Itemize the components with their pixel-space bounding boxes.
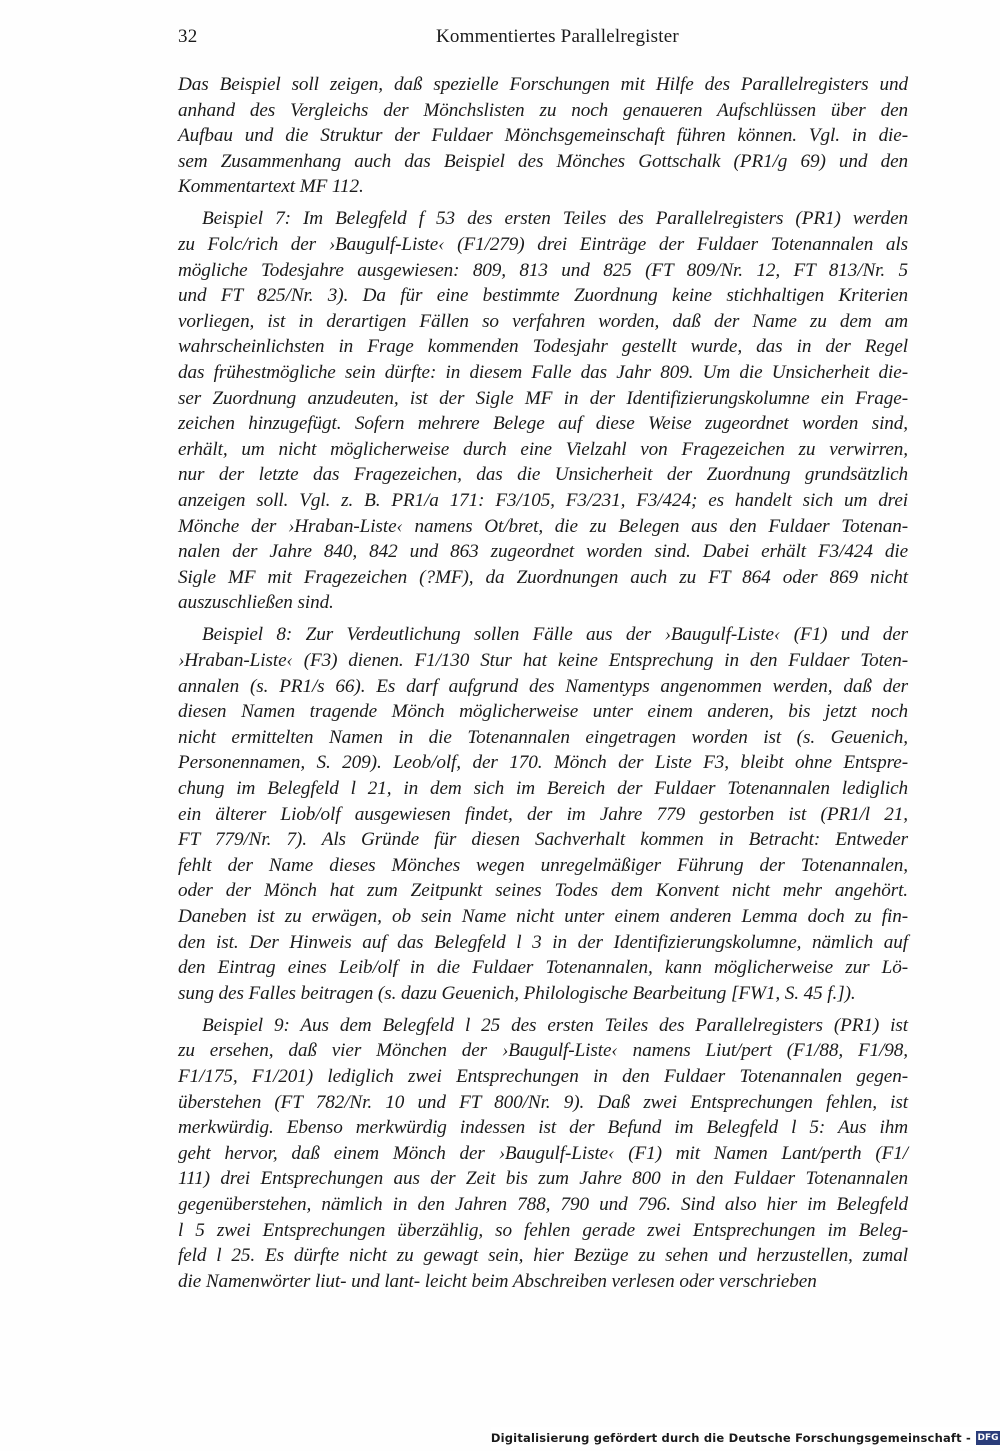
text-line: sem Zusammenhang auch das Beispiel des Mönches Gottschalk (PR1/g 69) und den	[178, 150, 908, 172]
text-line: Sigle MF mit Fragezeichen (?MF), da Zuordnungen auch zu FT 864 oder 869 nicht	[178, 566, 908, 588]
text-line: ›Hraban-Liste‹ (F3) dienen. F1/130 Stur hat keine Entsprechung in den Fuldaer Toten-	[178, 650, 908, 672]
text-line: oder der Mönch hat zum Zeitpunkt seines Todes dem Konvent nicht mehr angehört.	[178, 880, 908, 902]
dfg-logo-icon: DFG	[977, 1433, 999, 1443]
text-line: zeichen hinzugefügt. Sofern mehrere Belege auf diese Weise zugeordnet worden sind,	[178, 413, 908, 435]
text-line: Kommentartext MF 112.	[178, 176, 364, 198]
text-line: merkwürdig. Ebenso merkwürdig indessen ist der Befund im Belegfeld l 5: Aus ihm	[178, 1117, 908, 1139]
text-line: 111) drei Entsprechungen aus der Zeit bis zum Jahre 800 in den Fuldaer Totenannalen	[178, 1168, 908, 1190]
text-line: F1/175, F1/201) lediglich zwei Entsprechungen in den Fuldaer Totenannalen gegen-	[178, 1066, 908, 1088]
text-line: nicht ermittelten Namen in die Totenannalen eingetragen worden ist (s. Geuenich,	[178, 726, 908, 748]
text-line: auszuschließen sind.	[178, 592, 334, 614]
text-line: zu Folc/rich der ›Baugulf-Liste‹ (F1/279) drei Einträge der Fuldaer Totenannalen als	[178, 234, 908, 256]
text-line: fehlt der Name dieses Mönches wegen unregelmäßiger Führung der Totenannalen,	[178, 854, 908, 876]
text-line: l 5 zwei Entsprechungen überzählig, so fehlen gerade zwei Entsprechungen im Beleg-	[178, 1219, 908, 1241]
text-line: geht hervor, daß einem Mönch der ›Baugulf-Liste‹ (F1) mit Namen Lant/perth (F1/	[178, 1142, 908, 1164]
text-line: anhand des Vergleichs der Mönchslisten zu noch genaueren Aufschlüssen über den	[178, 99, 908, 121]
text-line: diesen Namen tragende Mönch möglicherweise unter einem anderen, bis jetzt noch	[178, 701, 908, 723]
paragraph	[178, 72, 908, 200]
paragraph	[178, 206, 908, 616]
paragraph	[178, 1013, 908, 1295]
text-line: nalen der Jahre 840, 842 und 863 zugeordnet worden sind. Dabei erhält F3/424 die	[178, 541, 908, 563]
text-line: Aufbau und die Struktur der Fuldaer Mönchsgemeinschaft führen können. Vgl. in die-	[178, 125, 908, 147]
text-line: die Namenwörter liut- und lant- leicht beim Abschreiben verlesen oder verschrieben	[178, 1270, 817, 1292]
text-line: ein älterer Liob/olf ausgewiesen findet, der im Jahre 779 gestorben ist (PR1/l 21,	[178, 803, 908, 825]
text-line: Beispiel 9: Aus dem Belegfeld l 25 des ersten Teiles des Parallelregisters (PR1) ist	[202, 1014, 908, 1036]
text-line: den Eintrag eines Leib/olf in die Fuldaer Totenannalen, kann möglicherweise zur Lö-	[178, 957, 908, 979]
credit-text: Digitalisierung gefördert durch die Deutsche Forschungsgemeinschaft -	[490, 1431, 971, 1445]
page-header	[178, 26, 908, 52]
text-line: gegenüberstehen, nämlich in den Jahren 788, 790 und 796. Sind also hier im Belegfeld	[178, 1194, 908, 1216]
running-title: Kommentiertes Parallelregister	[436, 26, 679, 47]
text-line: Beispiel 7: Im Belegfeld f 53 des ersten Teiles des Parallelregisters (PR1) werden	[202, 208, 908, 230]
text-line: Personennamen, S. 209). Leob/olf, der 170. Mönch der Liste F3, bleibt ohne Entspre-	[178, 752, 908, 774]
text-line: Das Beispiel soll zeigen, daß spezielle Forschungen mit Hilfe des Parallelregisters und	[178, 74, 908, 95]
text-line: wahrscheinlichsten in Frage kommenden Todesjahr gestellt wurde, das in der Regel	[178, 336, 908, 358]
text-line: anzeigen soll. Vgl. z. B. PR1/a 171: F3/105, F3/231, F3/424; es handelt sich um drei	[178, 490, 908, 511]
text-line: erhält, um nicht möglicherweise durch eine Vielzahl von Fragezeichen zu verwirren,	[178, 438, 908, 460]
text-line: nur der letzte das Fragezeichen, das die Unsicherheit der Zuordnung grundsätzlich	[178, 464, 908, 486]
text-line: mögliche Todesjahre ausgewiesen: 809, 813 und 825 (FT 809/Nr. 12, FT 813/Nr. 5	[178, 259, 908, 281]
paragraph	[178, 622, 908, 1006]
text-line: zu ersehen, daß vier Mönchen der ›Baugulf-Liste‹ namens Liut/pert (F1/88, F1/98,	[178, 1040, 908, 1062]
page-number: 32	[178, 26, 198, 47]
text-line: ser Zuordnung anzudeuten, ist der Sigle MF in der Identifizierungskolumne ein Frage-	[178, 387, 908, 409]
body-text	[178, 72, 908, 1301]
text-line: Beispiel 8: Zur Verdeutlichung sollen Fälle aus der ›Baugulf-Liste‹ (F1) und der	[202, 624, 908, 646]
text-line: Daneben ist zu erwägen, ob sein Name nicht unter einem anderen Lemma doch zu fin-	[178, 906, 908, 927]
digitization-credit	[491, 1427, 1000, 1449]
text-line: das frühestmögliche sein dürfte: in diesem Falle das Jahr 809. Um die Unsicherheit die-	[178, 362, 908, 384]
text-line: Mönche der ›Hraban-Liste‹ namens Ot/bret, die zu Belegen aus den Fuldaer Totenan-	[178, 515, 908, 537]
text-line: chung im Belegfeld l 21, in dem sich im Bereich der Fuldaer Totenannalen lediglich	[178, 778, 908, 800]
text-line: überstehen (FT 782/Nr. 10 und FT 800/Nr. 9). Daß zwei Entsprechungen fehlen, ist	[178, 1091, 908, 1113]
text-line: feld l 25. Es dürfte nicht zu gewagt sein, hier Bezüge zu sehen und herzustellen, zumal	[178, 1245, 908, 1267]
text-line: annalen (s. PR1/s 66). Es darf aufgrund des Namentyps angenommen werden, daß der	[178, 675, 908, 697]
text-line: vorliegen, ist in derartigen Fällen so verfahren worden, daß der Name zu dem am	[178, 310, 908, 332]
text-line: und FT 825/Nr. 3). Da für eine bestimmte Zuordnung keine stichhaltigen Kriterien	[178, 285, 908, 307]
text-line: FT 779/Nr. 7). Als Gründe für diesen Sachverhalt kommen in Betracht: Entweder	[178, 829, 908, 851]
text-line: den ist. Der Hinweis auf das Belegfeld l 3 in der Identifizierungskolumne, nämlich auf	[178, 931, 908, 953]
text-line: sung des Falles beitragen (s. dazu Geuenich, Philologische Bearbeitung [FW1, S. 45 f.]).	[178, 982, 856, 1004]
